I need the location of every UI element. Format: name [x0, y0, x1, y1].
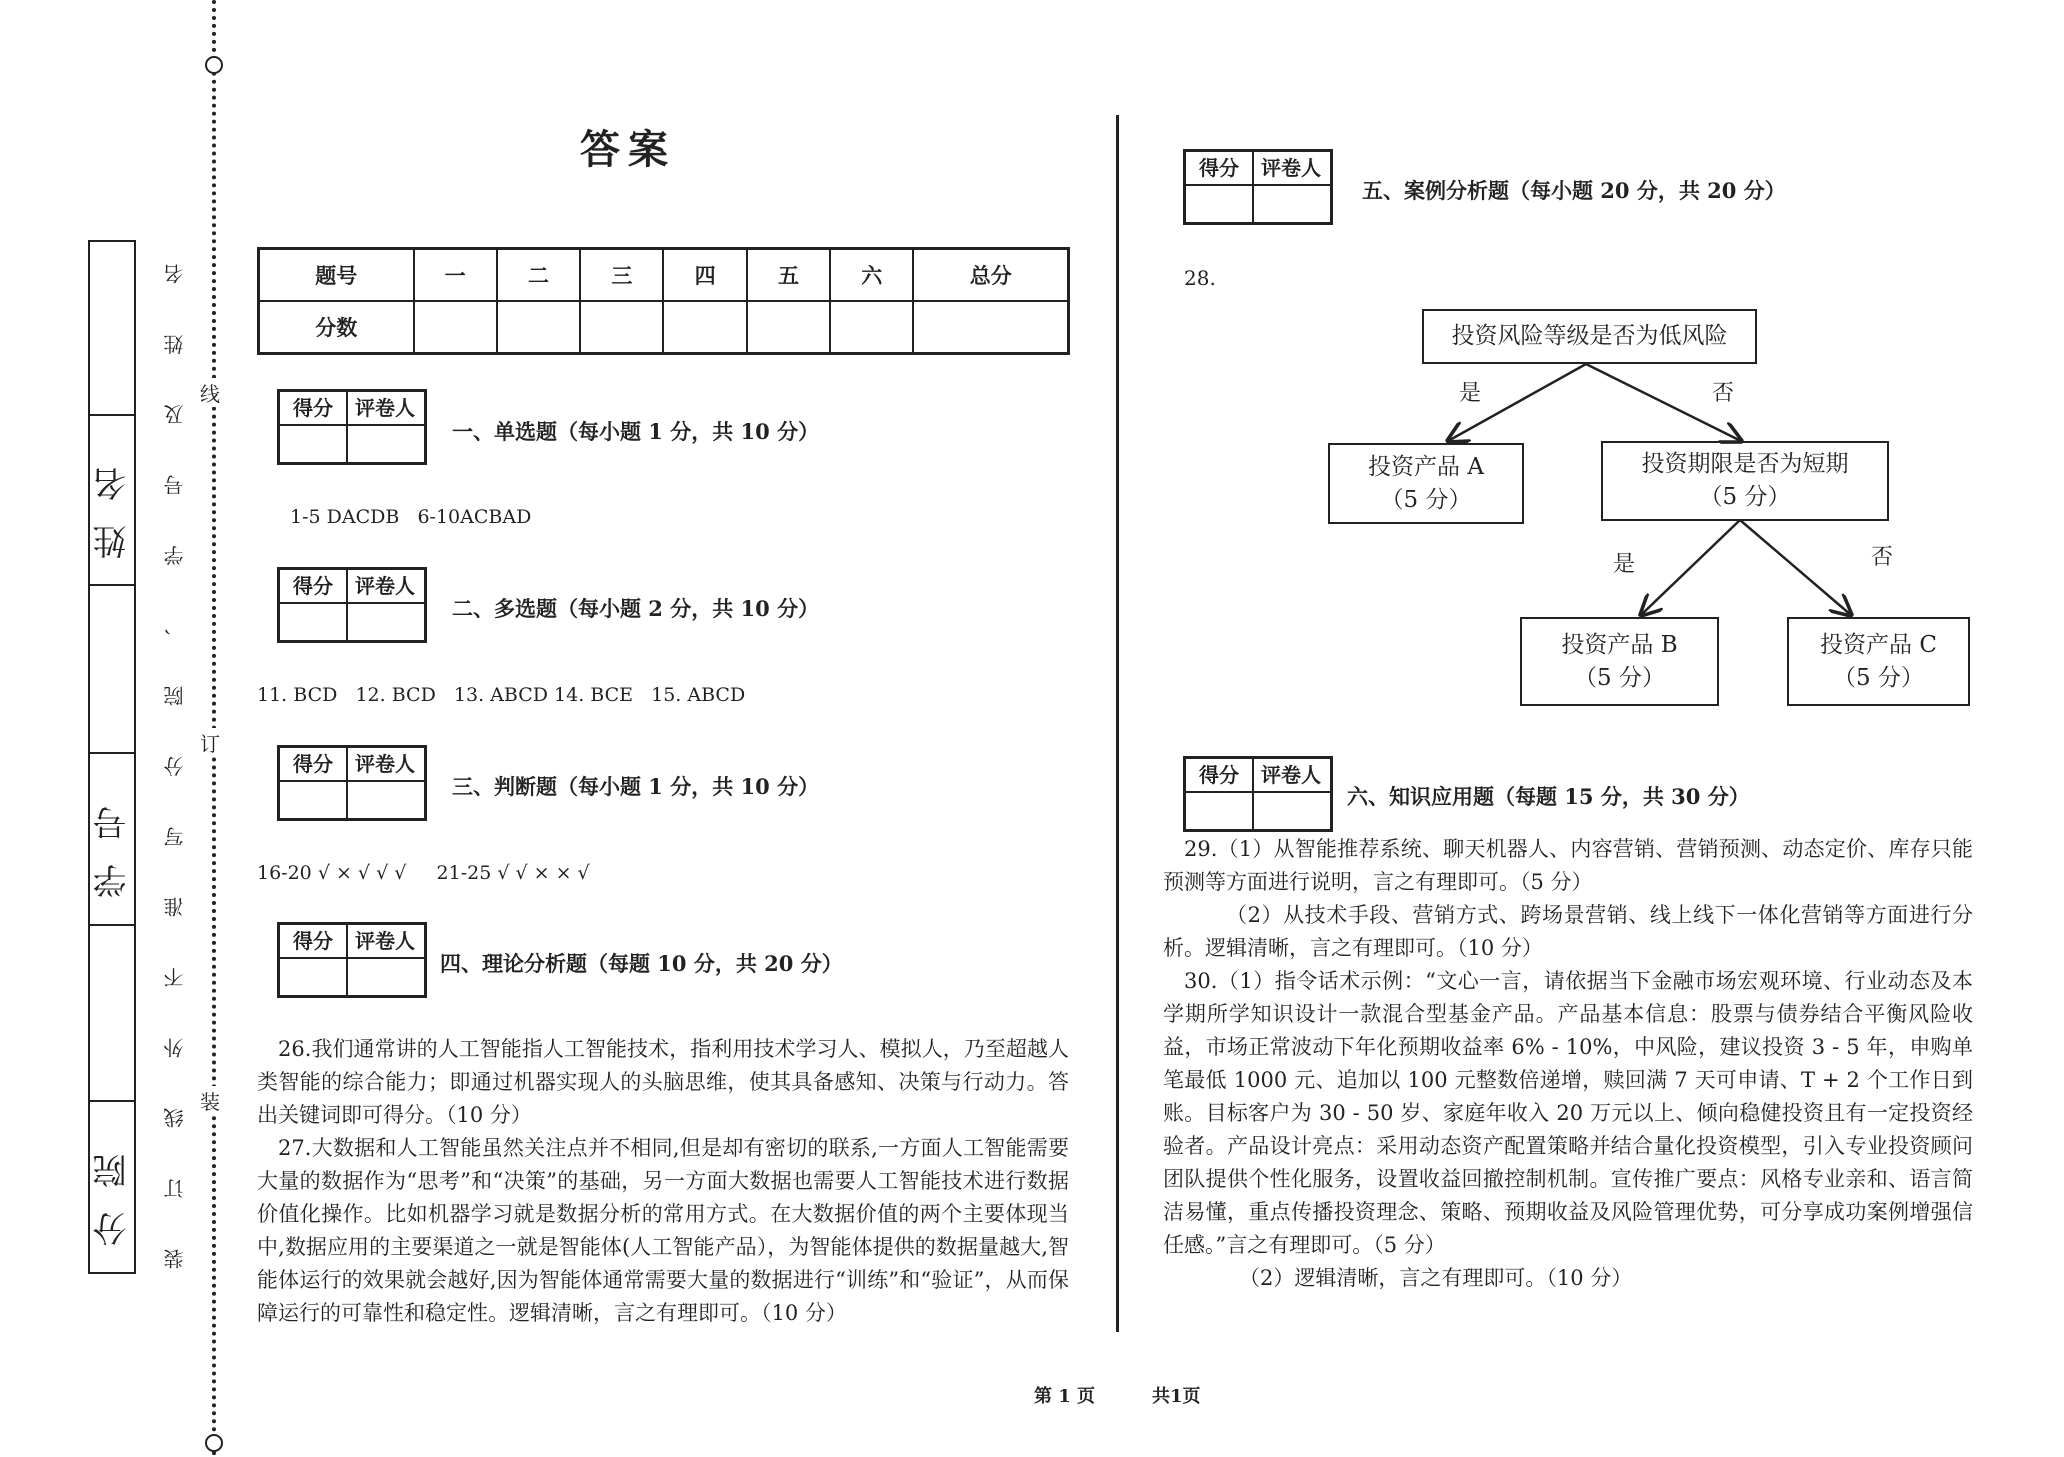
section-3-answer: 16-20 √ × √ √ √ 21-25 √ √ × × √ [257, 862, 590, 884]
section-2-title: 二、多选题（每小题 2 分，共 10 分） [452, 596, 820, 621]
section-6-title: 六、知识应用题（每题 15 分，共 30 分） [1347, 784, 1750, 809]
page-title: 答案 [580, 126, 676, 173]
score-cell: 五 [747, 249, 830, 302]
product-b-score: （5 分） [1574, 664, 1665, 691]
tree-node-product-a [1328, 443, 1524, 524]
section-2-answer: 11. BCD 12. BCD 13. ABCD 14. BCE 15. ABCD [257, 684, 746, 706]
product-a-label: 投资产品 A [1368, 453, 1484, 480]
cut-label-xian: 线 [200, 378, 220, 407]
question-29-part-2: （2）从技术手段、营销方式、跨场景营销、线上线下一体化营销等方面进行分析。逻辑清晰，言之有理即可。（10 分） [1163, 903, 1973, 960]
question-26-answer: 26.我们通常讲的人工智能指人工智能技术，指利用技术学习人、模拟人，乃至超越人类智能的综合能力；即通过机器实现人的头脑思维，使其具备感知、决策与行动力。答出关键词即可得分。（10 分） [257, 1037, 1069, 1127]
grading-grader-label: 评卷人 [355, 752, 415, 776]
grading-score-label: 得分 [280, 392, 348, 424]
score-cell: 三 [580, 249, 663, 302]
product-a-score: （5 分） [1380, 486, 1472, 513]
tree-no-label: 否 [1712, 381, 1735, 406]
score-cell: 六 [830, 249, 913, 302]
score-cell: 一 [414, 249, 497, 302]
grading-grader-label: 评卷人 [355, 396, 415, 420]
product-c-label: 投资产品 C [1820, 631, 1937, 658]
name-field-label: 姓名 [92, 443, 133, 559]
tree-node-product-c [1787, 617, 1970, 706]
cut-label-zhuang: 装 [200, 1086, 220, 1115]
department-field-label: 分院 [92, 1130, 133, 1246]
tree-node-short-term [1601, 441, 1889, 521]
grading-grader-label: 评卷人 [1261, 156, 1321, 180]
grading-blank-row [1186, 791, 1330, 831]
question-30-part-2: （2）逻辑清晰，言之有理即可。（10 分） [1239, 1266, 1633, 1290]
score-cell: 四 [663, 249, 746, 302]
grading-score-label: 得分 [1186, 759, 1254, 791]
question-29-part-1: 29.（1）从智能推荐系统、聊天机器人、内容营销、营销预测、动态定价、库存只能预测等方面进行说明，言之有理即可。（5 分） [1163, 837, 1973, 894]
score-cell: 二 [497, 249, 580, 302]
student-id-field-label: 学号 [92, 782, 133, 898]
question-28-label: 28. [1184, 266, 1216, 290]
score-cell: 题号 [259, 249, 414, 302]
grading-score-label: 得分 [280, 748, 348, 780]
arrow-mid-no [1740, 520, 1851, 615]
grading-score-label: 得分 [280, 570, 348, 602]
score-cell: 总分 [913, 249, 1068, 302]
section-6-body [1163, 833, 1973, 1295]
short-term-label: 投资期限是否为短期 [1641, 451, 1849, 477]
binding-notice-bottom: 装 订 线 外 不 准 写 分 院 、 学 号 及 姓 名 [163, 241, 187, 1269]
tree-mid-yes-label: 是 [1613, 552, 1636, 577]
section-5-title: 五、案例分析题（每小题 20 分，共 20 分） [1362, 178, 1786, 203]
cut-label-ding: 订 [200, 728, 220, 757]
grading-grader-label: 评卷人 [355, 574, 415, 598]
tree-node-product-b [1520, 617, 1719, 706]
footer-page-number: 第 1 页 [1034, 1386, 1096, 1407]
grading-grader-label: 评卷人 [1261, 763, 1321, 787]
product-c-score: （5 分） [1833, 664, 1924, 691]
grading-score-label: 得分 [280, 925, 348, 957]
question-27-answer: 27.大数据和人工智能虽然关注点并不相同,但是却有密切的联系,一方面人工智能需要大量的数据作为“思考”和“决策”的基础，另一方面大数据也需要人工智能技术进行数据价值化操作。比如机器学习就是数据分析的常用方式。在大数据价值的两个主要体现当中,数据应用的主要渠道之一就是智能体(人工智能产品），为智能体提供的数据量越大,智能体运行的效果就会越好,因为智能体通常需要大量的数据进行“训练”和“验证”，从而保障运行的可靠性和稳定性。逻辑清晰，言之有理即可。（10 分） [257, 1136, 1069, 1325]
grading-box [1183, 756, 1333, 832]
tree-yes-label: 是 [1459, 381, 1482, 406]
tree-mid-no-label: 否 [1871, 545, 1894, 570]
grading-score-label: 得分 [1186, 152, 1254, 184]
section-3-title: 三、判断题（每小题 1 分，共 10 分） [452, 774, 820, 799]
section-1-answer: 1-5 DACDB 6-10ACBAD [290, 506, 532, 528]
section-4-title: 四、理论分析题（每题 10 分，共 20 分） [440, 951, 843, 976]
grading-grader-label: 评卷人 [355, 929, 415, 953]
section-1-title: 一、单选题（每小题 1 分，共 10 分） [452, 419, 820, 444]
arrow-mid-yes [1641, 520, 1740, 615]
score-cell: 分数 [259, 301, 414, 354]
short-term-score: （5 分） [1699, 484, 1791, 510]
footer-total-pages: 共1页 [1152, 1386, 1201, 1407]
tree-root-node [1422, 309, 1757, 364]
product-b-label: 投资产品 B [1561, 631, 1678, 658]
question-30-part-1: 30.（1）指令话术示例：“文心一言，请依据当下金融市场宏观环境、行业动态及本学期所学知识设计一款混合型基金产品。产品基本信息：股票与债券结合平衡风险收益，市场正常波动下年化预期收益率 6% - 10%，中风险，建议投资 3 - 5 年，申购单笔最低 1000 元、追加以 100 元整数倍递增，赎回满 7 天可申请、T + 2 个工作日到账。目标客户为 30 - 50 岁、家庭年收入 20 万元以上、倾向稳健投资且有一定投资经验者。产品设计亮点：采用动态资产配置策略并结合量化投资模型，引入专业投资顾问团队提供个性化服务，设置收益回撤控制机制。宣传推广要点：风格专业亲和、语言简洁易懂，重点传播投资理念、策略、预期收益及风险管理优势，可分享成功案例增强信任感。”言之有理即可。（5 分） [1163, 969, 1973, 1257]
tree-root-label: 投资风险等级是否为低风险 [1451, 323, 1728, 349]
